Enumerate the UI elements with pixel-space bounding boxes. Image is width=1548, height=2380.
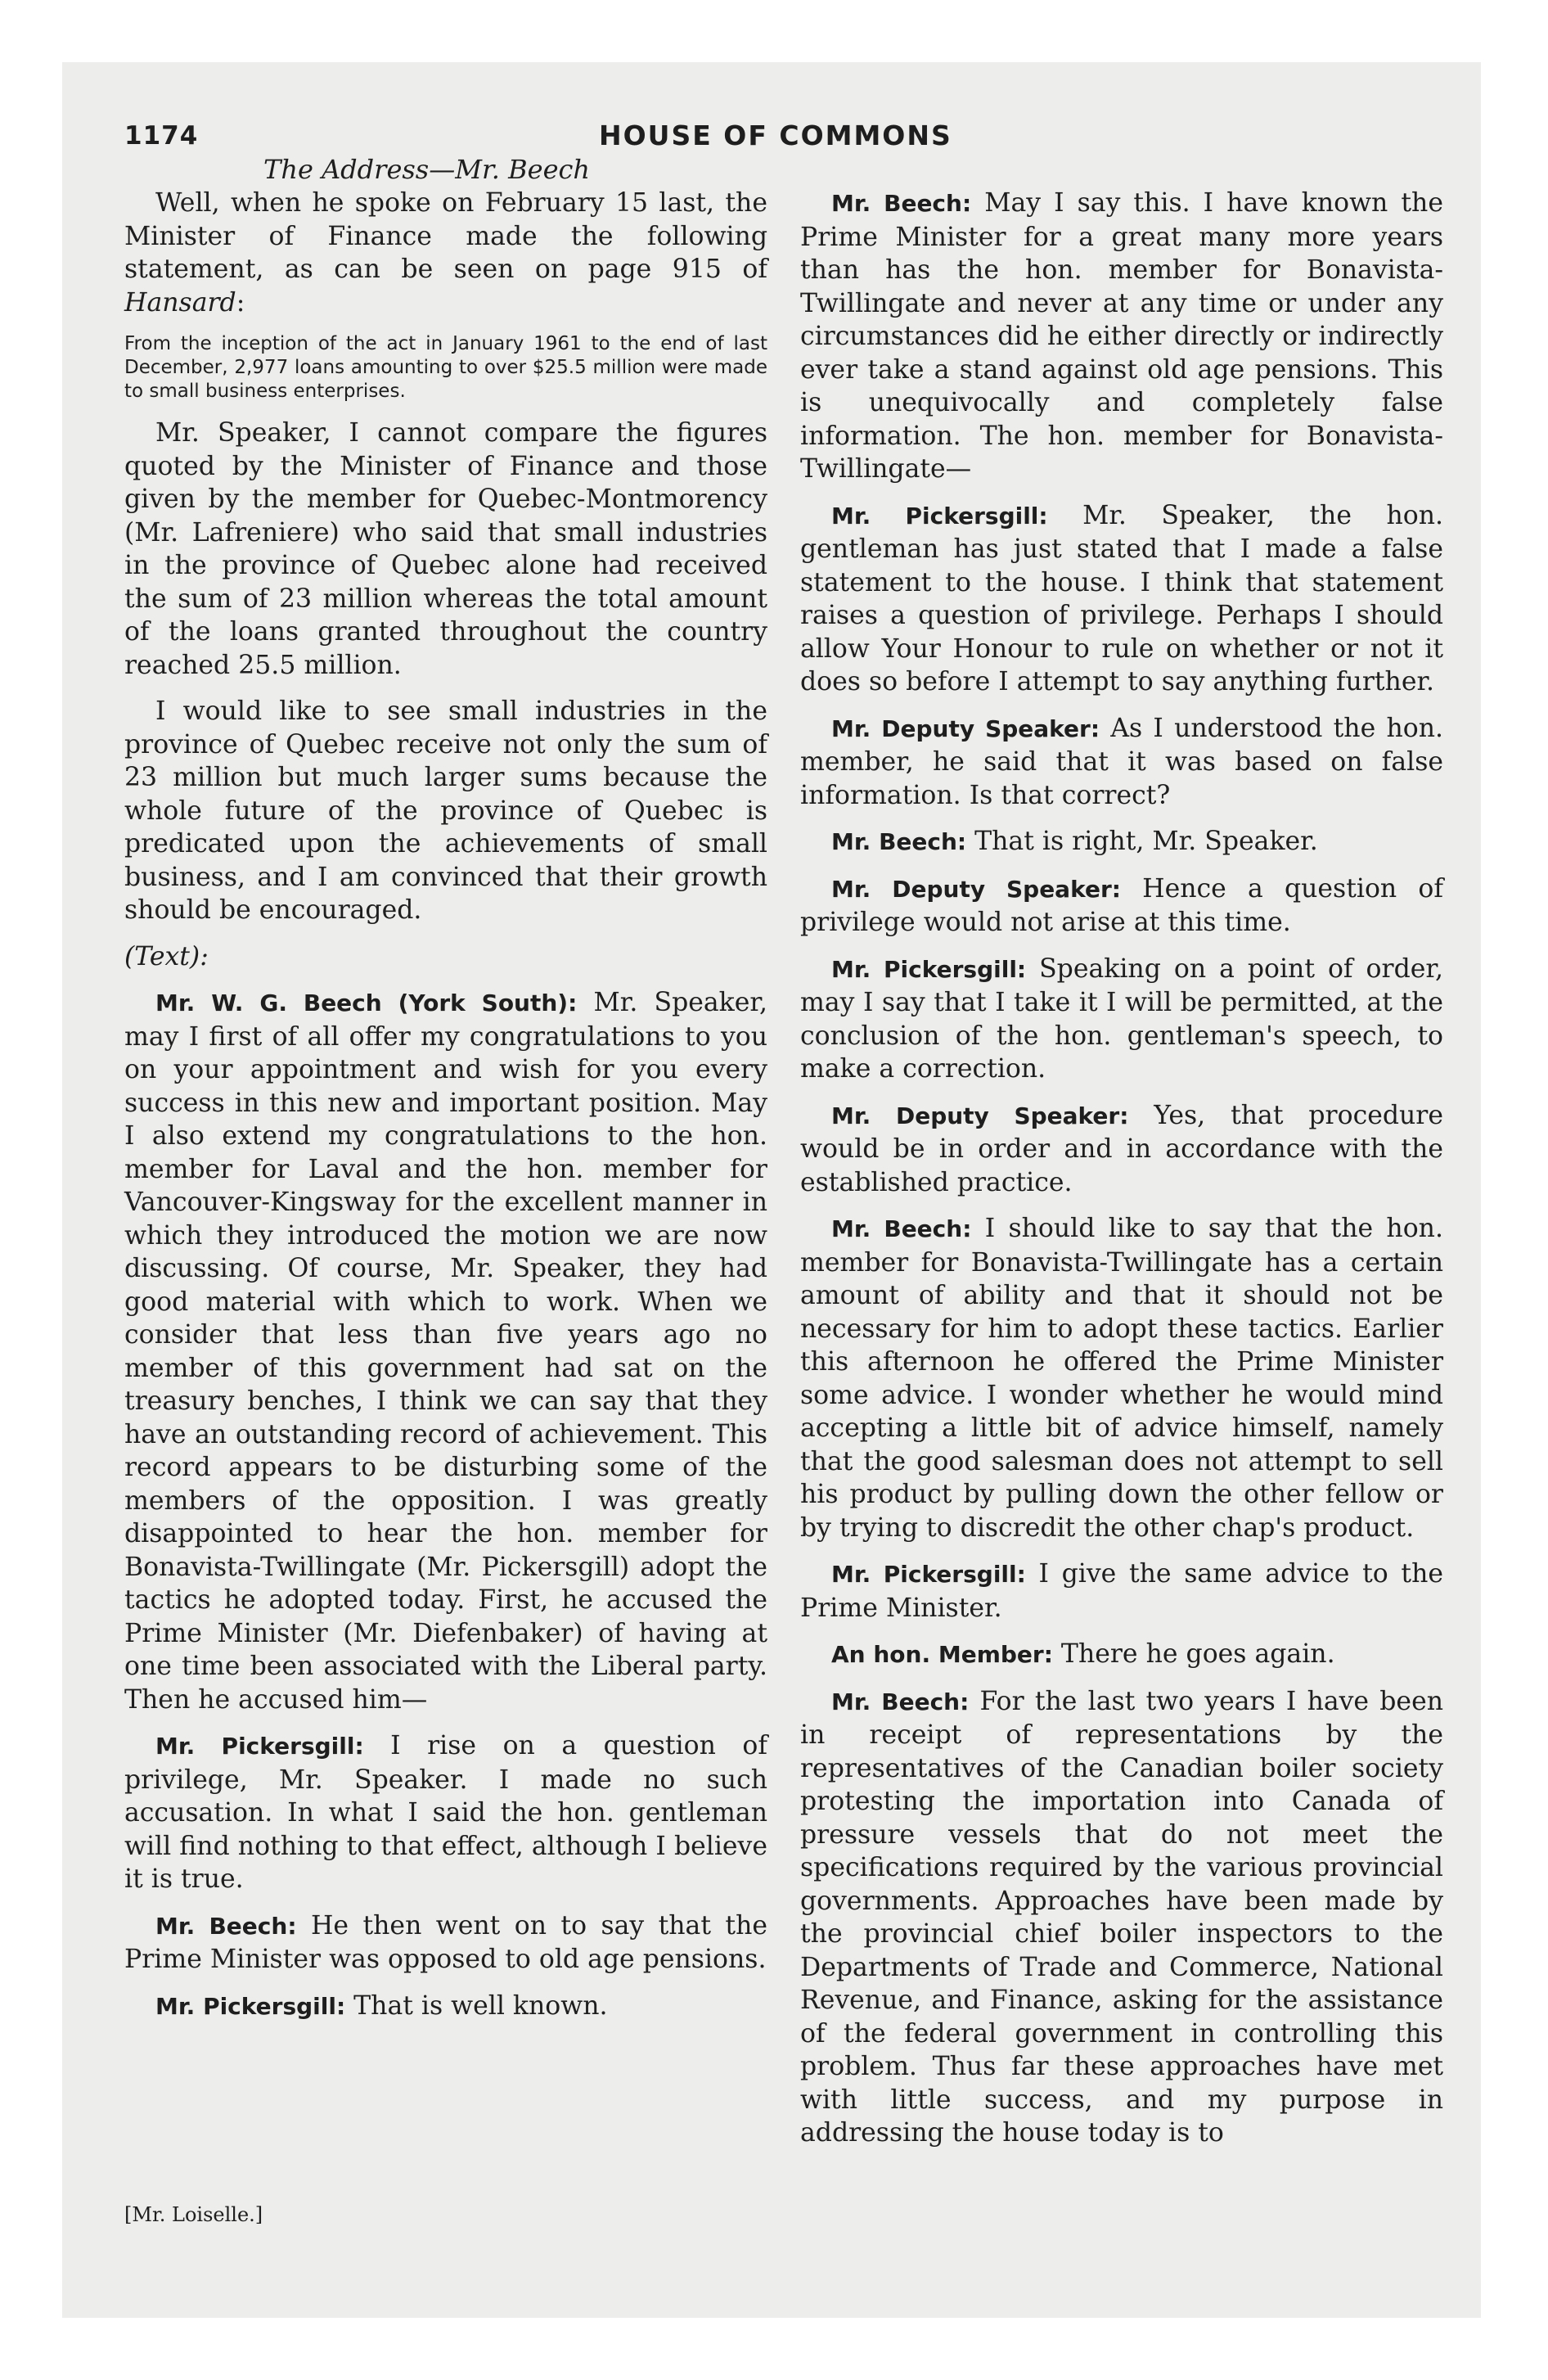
speech-text: Speaking on a point of order, may I say that I take it I will be permitted, at the conclusion of the hon. gentleman's speech, to make a correction. bbox=[800, 953, 1443, 1084]
speaker-name: Mr. Deputy Speaker: bbox=[831, 1102, 1129, 1129]
speech bbox=[124, 1729, 767, 1896]
speech-text: Hence a question of privilege would not arise at this time. bbox=[800, 873, 1443, 937]
speech-text: May I say this. I have known the Prime Minister for a great many more years than has the hon. member for Bonavista-Twillingate and never at any time or under any circumstances did he either directly or indirectly ever take a stand against old age pensions. This is unequivocally and completely false information. The hon. member for Bonavista-Twillingate— bbox=[800, 188, 1443, 484]
speaker-name: Mr. Beech: bbox=[831, 190, 972, 217]
page-number: 1174 bbox=[124, 121, 199, 151]
speech-text: Mr. Speaker, may I first of all offer my congratulations to you on your appointment and wish for you every success in this new and important position. May I also extend my congratulations to the hon. member for Laval and the hon. member for Vancouver-Kingsway for the excellent manner in which they introduced the motion we are now discussing. Of course, Mr. Speaker, they had good material with which to work. When we consider that less than five years ago no member of this government had sat on the treasury benches, I think we can say that they have an outstanding record of achievement. This record appears to be disturbing some of the members of the opposition. I was greatly disappointed to hear the hon. member for Bonavista-Twillingate (Mr. Pickersgill) adopt the tactics he adopted today. First, he accused the Prime Minister (Mr. Diefenbaker) of having at one time been associated with the Liberal party. Then he accused him— bbox=[124, 988, 767, 1715]
speaker-name: Mr. Pickersgill: bbox=[155, 1992, 346, 2020]
speech-text: I give the same advice to the Prime Minister. bbox=[800, 1559, 1443, 1623]
speech bbox=[800, 1685, 1443, 2150]
right-column bbox=[800, 187, 1443, 2163]
running-title: HOUSE OF COMMONS bbox=[599, 119, 952, 151]
continuation-note: [Mr. Loiselle.] bbox=[124, 2203, 263, 2226]
paragraph: I would like to see small industries in the province of Quebec receive not only the sum of 23 million but much larger sums because the whole future of the province of Quebec is predicated upon the achievements of small business, and I am convinced that their growth should be encouraged. bbox=[124, 696, 767, 925]
paragraph bbox=[124, 187, 767, 319]
speech bbox=[124, 1909, 767, 1977]
block-quote: From the inception of the act in January 1961 to the end of last December, 2,977 loans amounting to over $25.5 million were made to small business enterprises. bbox=[124, 333, 767, 402]
speaker-name: Mr. Pickersgill: bbox=[831, 955, 1027, 983]
speech-text: For the last two years I have been in receipt of representations by the representatives of the Canadian boiler society protesting the importation into Canada of pressure vessels that do not meet the specifications required by the various provincial governments. Approaches have been made by the provincial chief boiler inspectors to the Departments of Trade and Commerce, National Revenue, and Finance, asking for the assistance of the federal government in controlling this problem. Thus far these approaches have met with little success, and my purpose in addressing the house today is to bbox=[800, 1686, 1444, 2148]
speaker-name: An hon. Member: bbox=[831, 1641, 1053, 1668]
speech bbox=[800, 825, 1443, 859]
speaker-name: Mr. Deputy Speaker: bbox=[831, 875, 1121, 903]
speaker-name: Mr. Pickersgill: bbox=[831, 502, 1048, 530]
text-tag: (Text): bbox=[124, 941, 209, 971]
speech bbox=[800, 1212, 1443, 1544]
speech bbox=[800, 1099, 1443, 1200]
speaker-name: Mr. Beech: bbox=[831, 828, 967, 855]
speech-text: I should like to say that the hon. member for Bonavista-Twillingate has a certain amount of ability and that it should not be necessary for him to adopt these tactics. Earlier this afternoon he offered the Prime Minister some advice. I wonder whether he would mind accepting a little bit of advice himself, namely that the good salesman does not attempt to sell his product by pulling down the other fellow or by trying to discredit the other chap's product. bbox=[800, 1214, 1443, 1543]
paragraph: Mr. Speaker, I cannot compare the figures quoted by the Minister of Finance and those given by the member for Quebec-Montmorency (Mr. Lafreniere) who said that small industries in the province of Quebec alone had received the sum of 23 million whereas the total amount of the loans granted throughout the country reached 25.5 million. bbox=[124, 418, 767, 680]
speech bbox=[124, 986, 767, 1716]
speaker-name: Mr. Beech: bbox=[155, 1912, 297, 1940]
speaker-name: Mr. Beech: bbox=[831, 1215, 972, 1242]
speech bbox=[800, 1557, 1443, 1625]
speech bbox=[800, 872, 1443, 940]
speech-text: Yes, that procedure would be in order and in accordance with the established practice. bbox=[800, 1100, 1443, 1197]
speech bbox=[800, 499, 1443, 699]
speech-text: Mr. Speaker, the hon. gentleman has just stated that I made a false statement to the house. I think that statement raises a question of privilege. Perhaps I should allow Your Honour to rule on whether or not it does so before I attempt to say anything further. bbox=[800, 500, 1443, 696]
speech bbox=[800, 1638, 1443, 1672]
paragraph-text: Well, when he spoke on February 15 last, the Minister of Finance made the following statement, as can be seen on page 915 of bbox=[124, 188, 767, 284]
speech bbox=[800, 712, 1443, 813]
speech-text: There he goes again. bbox=[1052, 1639, 1335, 1669]
speaker-name: Mr. Pickersgill: bbox=[831, 1561, 1026, 1588]
speaker-name: Mr. Deputy Speaker: bbox=[831, 714, 1100, 742]
speech-text: I rise on a question of privilege, Mr. Speaker. I made no such accusation. In what I said the hon. gentleman will find nothing to that effect, although I believe it is true. bbox=[124, 1731, 768, 1894]
speech-text: He then went on to say that the Prime Minister was opposed to old age pensions. bbox=[124, 1910, 767, 1974]
speech-text: That is right, Mr. Speaker. bbox=[966, 827, 1318, 856]
speech-text: That is well known. bbox=[345, 1990, 608, 2021]
speaker-name: Mr. Pickersgill: bbox=[155, 1733, 364, 1760]
speech-text: As I understood the hon. member, he said that it was based on false information. Is that correct? bbox=[800, 713, 1444, 810]
speaker-name: Mr. Beech: bbox=[831, 1688, 970, 1715]
speaker-name: Mr. W. G. Beech (York South): bbox=[155, 989, 578, 1016]
paragraph-text: : bbox=[236, 287, 245, 318]
section-title: The Address—Mr. Beech bbox=[263, 154, 591, 185]
speech bbox=[800, 953, 1443, 1086]
speech bbox=[124, 1990, 767, 2024]
hansard-reference: Hansard bbox=[124, 287, 236, 318]
speech bbox=[800, 187, 1443, 486]
left-column bbox=[124, 187, 767, 2036]
